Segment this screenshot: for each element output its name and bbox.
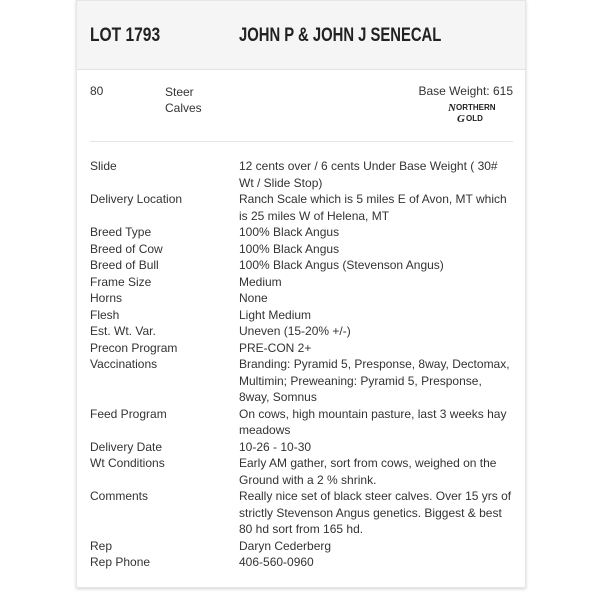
detail-label: Feed Program: [90, 406, 167, 421]
lot-number: LOT 1793: [90, 25, 161, 46]
detail-row: [90, 290, 512, 307]
detail-label: Breed Type: [90, 225, 152, 239]
detail-value: 100% Black Angus (Stevenson Angus): [239, 258, 444, 272]
detail-value: Light Medium: [239, 307, 312, 322]
detail-row: [90, 323, 512, 340]
lot-summary: [77, 70, 525, 142]
detail-label: Delivery Date: [90, 439, 163, 454]
svg-text:N: N: [448, 102, 456, 114]
detail-row: [90, 340, 512, 357]
detail-value: 10-26 - 10-30: [239, 439, 312, 454]
detail-label: Breed of Cow: [90, 241, 163, 256]
detail-value: Really nice set of black steer calves. Over 15 yrs of strictly Stevenson Angus genetics. Biggest & best 80 hd sort from 165 hd.: [239, 489, 512, 536]
detail-label: Frame Size: [90, 274, 152, 289]
detail-row: [90, 488, 512, 538]
detail-row: [90, 455, 512, 488]
detail-row: [90, 224, 512, 241]
lot-header: [77, 1, 525, 70]
seller-name: JOHN P & JOHN J SENECAL: [239, 25, 442, 46]
svg-text:OLD: OLD: [466, 114, 483, 123]
detail-value: 100% Black Angus: [239, 241, 340, 256]
detail-row: [90, 554, 512, 571]
detail-row: [90, 158, 512, 191]
detail-label: Vaccinations: [90, 357, 158, 371]
detail-label: Precon Program: [90, 340, 178, 355]
head-count: 80: [90, 84, 104, 98]
detail-label: Horns: [90, 291, 123, 305]
detail-label: Rep Phone: [90, 555, 151, 569]
detail-label: Rep: [90, 538, 113, 553]
detail-row: [90, 191, 512, 224]
detail-row: [90, 307, 512, 324]
detail-row: [90, 257, 512, 274]
northern-gold-logo: [447, 100, 513, 124]
detail-value: Ranch Scale which is 5 miles E of Avon, MT which is 25 miles W of Helena, MT: [239, 192, 507, 223]
detail-label: Flesh: [90, 307, 120, 322]
detail-label: Comments: [90, 489, 149, 503]
detail-value: Branding: Pyramid 5, Presponse, 8way, Dectomax, Multimin; Preweaning: Pyramid 5, Presponse, 8way, Somnus: [239, 357, 510, 404]
detail-value: Daryn Cederberg: [239, 538, 332, 553]
section-divider: [90, 141, 513, 142]
detail-value: None: [239, 291, 268, 305]
detail-value: 406-560-0960: [239, 555, 314, 569]
detail-value: Uneven (15-20% +/-): [239, 324, 351, 338]
svg-text:G: G: [457, 113, 465, 124]
detail-row: [90, 356, 512, 406]
detail-row: [90, 406, 512, 439]
base-weight: Base Weight: 615: [418, 84, 513, 98]
svg-text:ORTHERN: ORTHERN: [456, 103, 496, 112]
detail-label: Breed of Bull: [90, 258, 159, 272]
detail-row: [90, 538, 512, 555]
detail-row: [90, 274, 512, 291]
detail-label: Est. Wt. Var.: [90, 324, 156, 338]
detail-value: Medium: [239, 274, 282, 289]
detail-value: Early AM gather, sort from cows, weighed on the Ground with a 2 % shrink.: [239, 456, 497, 487]
detail-row: [90, 439, 512, 456]
detail-label: Wt Conditions: [90, 456, 165, 470]
detail-label: Slide: [90, 159, 117, 173]
detail-row: [90, 241, 512, 258]
detail-value: 12 cents over / 6 cents Under Base Weight ( 30# Wt / Slide Stop): [239, 159, 498, 190]
cattle-description: Steer Calves: [165, 85, 202, 115]
lot-details: [90, 158, 512, 571]
detail-value: 100% Black Angus: [239, 225, 340, 239]
detail-value: PRE-CON 2+: [239, 340, 312, 355]
detail-label: Delivery Location: [90, 192, 183, 206]
lot-card: [76, 0, 526, 588]
detail-value: On cows, high mountain pasture, last 3 weeks hay meadows: [239, 406, 507, 437]
